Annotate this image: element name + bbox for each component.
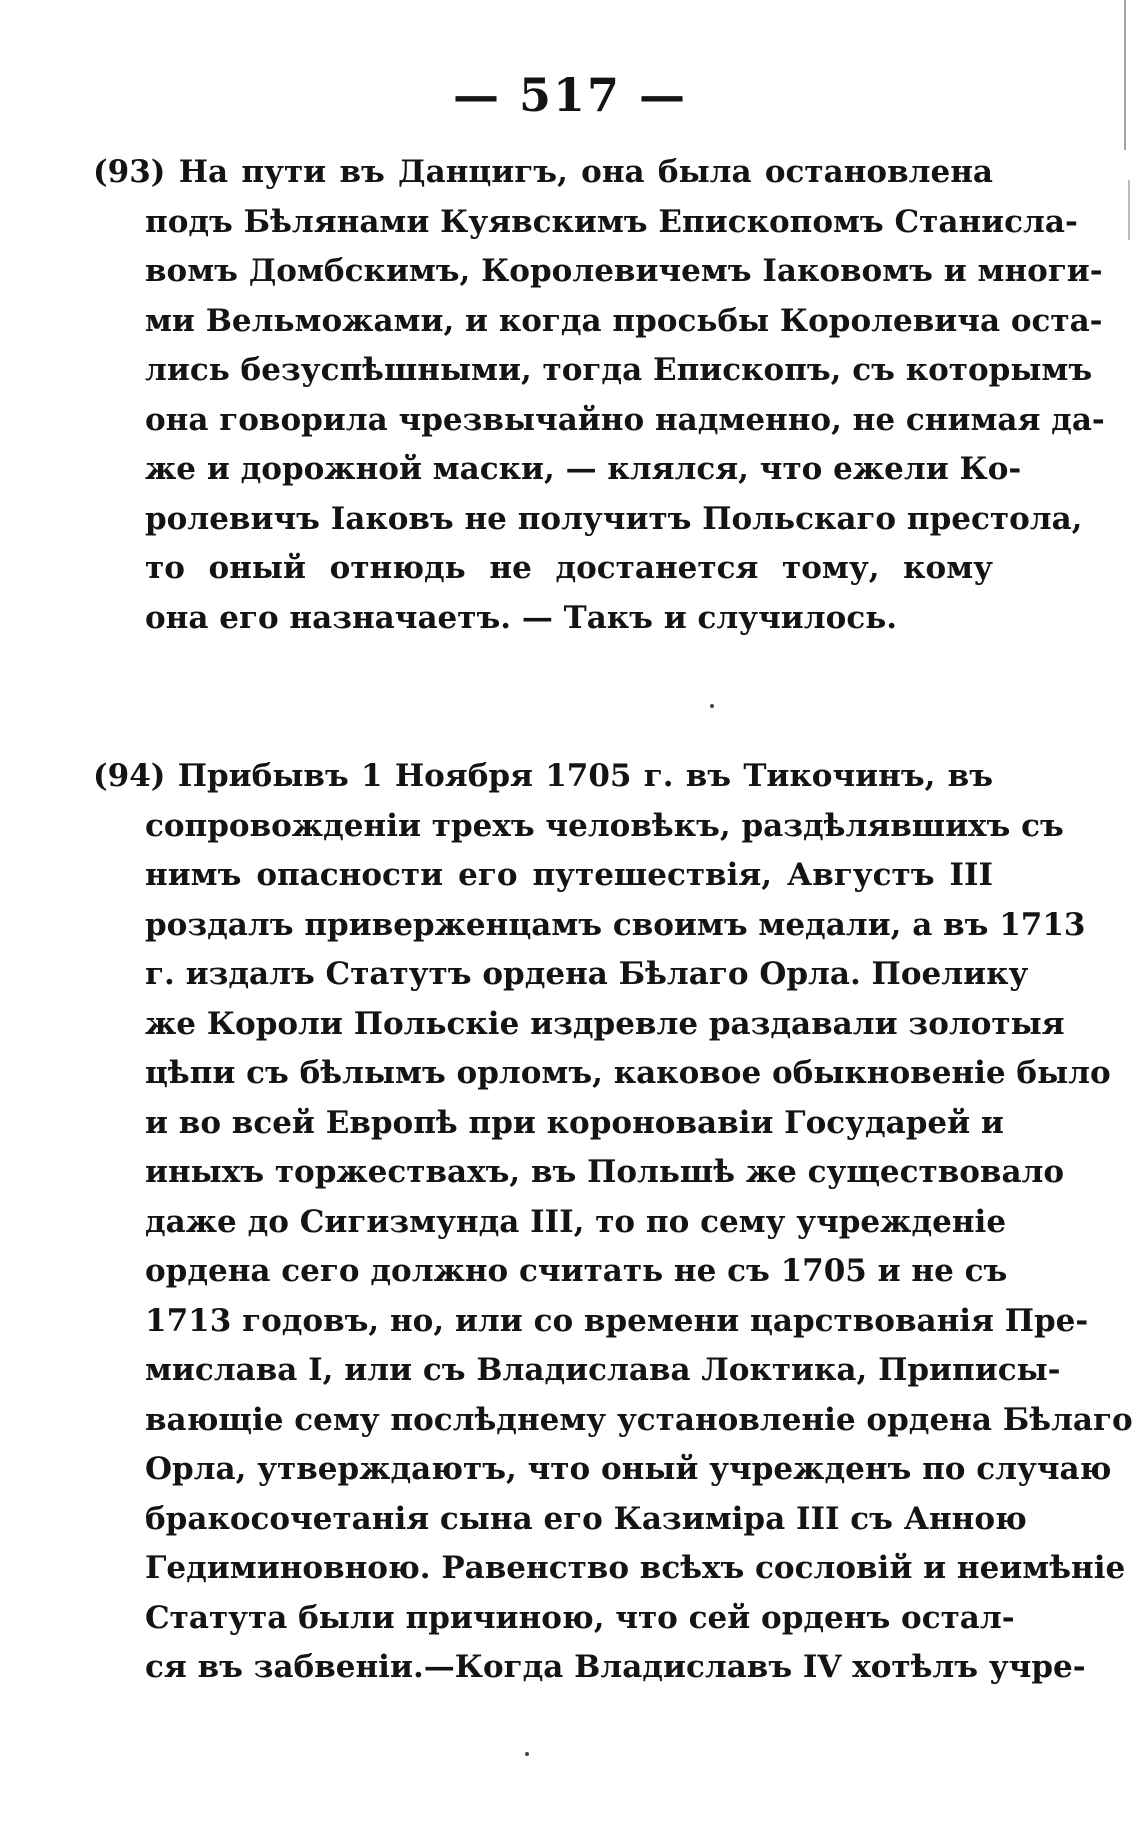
text-line: цѣпи съ бѣлымъ орломъ, каковое обыкновеніе было — [145, 1055, 1111, 1091]
text-line: лись безуспѣшными, тогда Епископъ, съ которымъ — [145, 352, 1093, 388]
page-edge-line — [1128, 180, 1130, 240]
text-line: Орла, утверждаютъ, что оный учрежденъ по случаю — [145, 1451, 1112, 1487]
text-line: она его назначаетъ. — Такъ и случилось. — [145, 599, 898, 636]
text-line: даже до Сигизмунда III, то по сему учрежденіе — [145, 1203, 1007, 1240]
text-line: ся въ забвеніи.—Когда Владиславъ IV хотѣлъ учре- — [145, 1649, 1086, 1685]
print-speck — [710, 704, 714, 708]
text-line: иныхъ торжествахъ, въ Польшѣ же существовало — [145, 1154, 1065, 1190]
text-line: нимъ опасности его путешествія, Августъ III — [145, 857, 993, 893]
footnote-94 — [93, 752, 1133, 1693]
print-speck — [525, 1752, 529, 1756]
text-line: роздалъ приверженцамъ своимъ медали, а въ 1713 — [145, 906, 1086, 943]
text-line: вомъ Домбскимъ, Королевичемъ Іаковомъ и многи- — [145, 253, 1103, 289]
page-number: — 517 — — [452, 68, 688, 122]
text-line: ордена сего должно считать не съ 1705 и не съ — [145, 1253, 1008, 1289]
text-line: вающіе сему послѣднему установленіе ордена Бѣлаго — [145, 1401, 1133, 1438]
text-line: ми Вельможами, и когда просьбы Королевича оста- — [145, 302, 1103, 339]
text-line: (93) На пути въ Данцигъ, она была остановлена — [93, 154, 993, 190]
text-line: сопровожденіи трехъ человѣкъ, раздѣлявшихъ съ — [145, 807, 1064, 844]
text-line: же Короли Польскіе издревле раздавали золотыя — [145, 1005, 1065, 1042]
text-line: бракосочетанія сына его Казиміра III съ Анною — [145, 1500, 1027, 1537]
text-line: мислава I, или съ Владислава Локтика, Приписы- — [145, 1352, 1061, 1388]
text-line: же и дорожной маски, — клялся, что ежели Ко- — [145, 451, 1022, 487]
text-line: 1713 годовъ, но, или со времени царствованія Пре- — [145, 1302, 1089, 1339]
text-line: то оный отнюдь не достанется тому, кому — [145, 550, 993, 586]
text-line: г. издалъ Статутъ ордена Бѣлаго Орла. Поелику — [145, 956, 1029, 992]
text-line: ролевичъ Іаковъ не получитъ Польскаго престола, — [145, 500, 1083, 537]
text-line: она говорила чрезвычайно надменно, не снимая да- — [145, 401, 1105, 438]
text-line: и во всей Европѣ при короновавіи Государей и — [145, 1104, 1004, 1141]
text-line: Гедиминовною. Равенство всѣхъ сословій и неимѣніе — [145, 1550, 1126, 1586]
text-line: Статута были причиною, что сей орденъ остал- — [145, 1599, 1015, 1636]
text-line: подъ Бѣлянами Куявскимъ Епископомъ Станисла- — [145, 203, 1078, 240]
text-line: (94) Прибывъ 1 Ноября 1705 г. въ Тикочинъ, въ — [93, 758, 993, 794]
footnote-93 — [93, 148, 1105, 643]
